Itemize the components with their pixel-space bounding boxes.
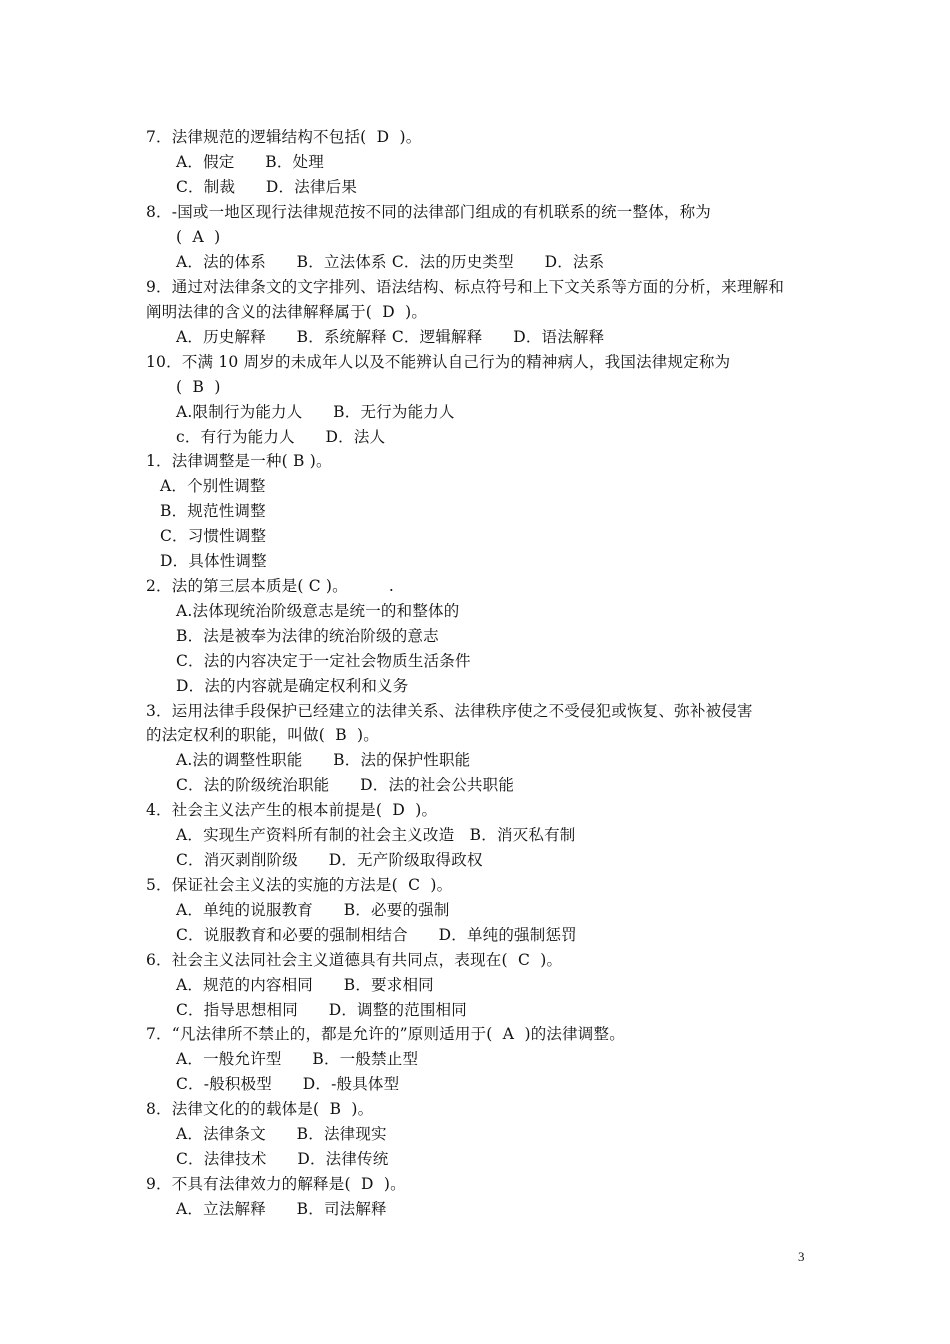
question-7b-stem: 7．“凡法律所不禁止的，都是允许的”原则适用于( A )的法律调整。 — [146, 1025, 625, 1043]
question-1-option-a: A．个别性调整 — [160, 477, 266, 495]
page-number: 3 — [798, 1249, 805, 1264]
question-7-options-ab: A．假定 B．处理 — [176, 153, 324, 171]
question-8b-options-cd: C．法律技术 D．法律传统 — [176, 1150, 389, 1168]
question-7-options-cd: C．制裁 D．法律后果 — [176, 178, 358, 196]
question-4-options-cd: C．消灭剥削阶级 D．无产阶级取得政权 — [176, 851, 483, 869]
question-10-stem: 10．不满 10 周岁的未成年人以及不能辨认自己行为的精神病人，我国法律规定称为 — [146, 353, 731, 371]
question-7-stem: 7．法律规范的逻辑结构不包括( D )。 — [146, 128, 422, 146]
question-3-options-ab: A.法的调整性职能 B．法的保护性职能 — [176, 751, 471, 769]
question-2-option-c: C．法的内容决定于一定社会物质生活条件 — [176, 652, 471, 670]
question-8b-stem: 8．法律文化的的载体是( B )。 — [146, 1100, 374, 1118]
question-8b-options-ab: A．法律条文 B．法律现实 — [176, 1125, 387, 1143]
question-4-stem: 4．社会主义法产生的根本前提是( D )。 — [146, 801, 438, 819]
question-6-stem: 6．社会主义法同社会主义道德具有共同点，表现在( C )。 — [146, 951, 563, 969]
question-1-option-b: B．规范性调整 — [160, 502, 266, 520]
question-6-options-cd: C．指导思想相同 D．调整的范围相同 — [176, 1001, 467, 1019]
question-2-stem: 2．法的第三层本质是( C )。 . — [146, 577, 395, 595]
question-8-stem: 8．-国或一地区现行法律规范按不同的法律部门组成的有机联系的统一整体，称为 — [146, 203, 712, 221]
question-2-option-d: D．法的内容就是确定权利和义务 — [176, 677, 409, 695]
question-5-options-cd: C．说服教育和必要的强制相结合 D．单纯的强制惩罚 — [176, 926, 577, 944]
question-3-stem: 3．运用法律手段保护已经建立的法律关系、法律秩序使之不受侵犯或恢复、弥补被侵害 — [146, 702, 753, 720]
question-9-stem: 9．通过对法律条文的文字排列、语法结构、标点符号和上下文关系等方面的分析，来理解和 — [146, 278, 785, 296]
question-3-options-cd: C．法的阶级统治职能 D．法的社会公共职能 — [176, 776, 515, 794]
question-7b-options-cd: C．-般积极型 D．-般具体型 — [176, 1075, 400, 1093]
question-3-stem-cont: 的法定权利的职能，叫做( B )。 — [146, 726, 379, 744]
question-8-options: A．法的体系 B．立法体系 C．法的历史类型 D．法系 — [176, 253, 605, 271]
question-10-options-ab: A.限制行为能力人 B．无行为能力人 — [176, 403, 455, 421]
question-6-options-ab: A．规范的内容相同 B．要求相同 — [176, 976, 434, 994]
question-1-option-d: D．具体性调整 — [160, 552, 267, 570]
question-7b-options-ab: A．一般允许型 B．一般禁止型 — [176, 1050, 419, 1068]
question-2-option-a: A.法体现统治阶级意志是统一的和整体的 — [176, 602, 460, 620]
question-5-stem: 5．保证社会主义法的实施的方法是( C )。 — [146, 876, 453, 894]
question-9b-options-ab: A．立法解释 B．司法解释 — [176, 1200, 387, 1218]
question-4-options-ab: A．实现生产资料所有制的社会主义改造 B．消灭私有制 — [176, 826, 576, 844]
question-1-option-c: C．习惯性调整 — [160, 527, 267, 545]
question-9-stem-cont: 阐明法律的含义的法律解释属于( D )。 — [146, 303, 428, 321]
question-5-options-ab: A．单纯的说服教育 B．必要的强制 — [176, 901, 450, 919]
question-8-answer: ( A ) — [176, 228, 221, 246]
question-9-options: A．历史解释 B．系统解释 C．逻辑解释 D．语法解释 — [176, 328, 605, 346]
question-10-answer: ( B ) — [176, 378, 221, 396]
question-2-option-b: B．法是被奉为法律的统治阶级的意志 — [176, 627, 439, 645]
question-10-options-cd: c．有行为能力人 D．法人 — [176, 428, 386, 446]
question-9b-stem: 9．不具有法律效力的解释是( D )。 — [146, 1175, 406, 1193]
question-1-stem: 1．法律调整是一种( B )。 — [146, 452, 332, 470]
